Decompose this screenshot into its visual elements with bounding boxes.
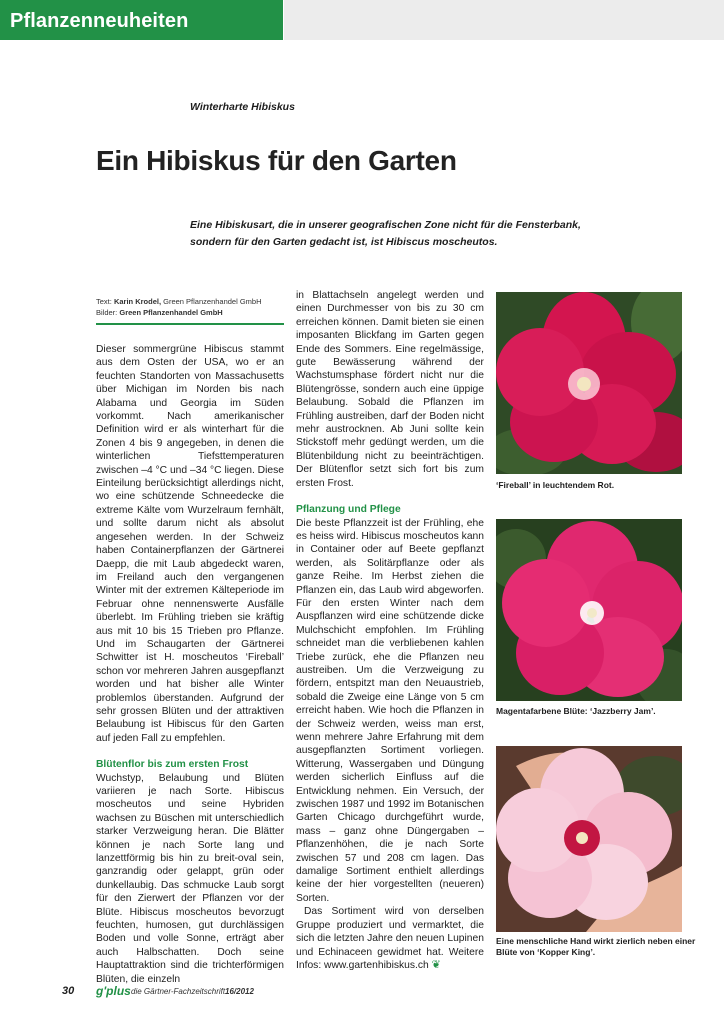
hibiscus-flower-image [496, 292, 682, 474]
credits-divider [96, 323, 284, 325]
credits-images-org: Green Pflanzenhandel GmbH [119, 308, 223, 317]
credits-text-org: Green Pflanzenhandel GmbH [163, 297, 262, 306]
paragraph-flowers: in Blattachseln angelegt werden und einen Durchmesser von bis zu 30 cm erreichen können. Damit bieten sie einen imposanten Blickfang im Garten gegen Ende des Sommers. Eine regelmässige, gute Bewässerung während der Wachstumsphase fördert nicht nur die Blütengrösse, sondern auch eine üppige Belaubung. Sobald die Pflanzen im Frühling austreiben, darf der Boden nicht mehr austrocknen. Ab Juni sollte kein Stickstoff mehr gedüngt werden, um die Blütenbildung nicht zu beeinträchtigen. Der Blütenflor setzt sich fort bis zum ersten Frost. [296, 290, 484, 489]
text-column-left [96, 343, 284, 986]
paragraph-origin: Dieser sommergrüne Hibiscus stammt aus dem Osten der USA, wo er an feuchten Standorten von Massachusetts über Michigan im Norden bis nach Alabama und Georgia im Süden vorkommt. Nach amerikanischer Definition wird er als winterhart für die Zonen 4 bis 9 angegeben, in denen die winterlichen Tiefsttemperaturen zwischen –4 °C und –34 °C liegen. Diese Einteilung berücksichtigt allerdings nicht, wo eine schützende Schneedecke die extreme Kälte vom Wurzelraum fernhält, und sollte darum nicht als absolut angesehen werden. In der Schweiz haben Containerpflanzen der Gärtnerei Daepp, die mit Laub abgedeckt waren, im Freiland auch den vergangenen Winter mit der extremen Kälteperiode im Februar ohne nennenswerte Ausfälle überlebt. Im Frühling trieben sie kräftig aus mit 10 bis 15 Trieben pro Pflanze. Und im Schaugarten der Gärtnerei Schwitter ist H. moscheutos ‘Fireball’ schon vor mehreren Jahren ausgepflanzt worden und hat bisher alle Winter problemlos überstanden. Aufgrund der sehr grossen Blüten und der attraktiven Belaubung ist Hibiscus für den Garten auf jeden Fall zu empfehlen. [96, 344, 284, 744]
credits-images-label: Bilder: [96, 308, 118, 317]
publication-logo: g'plus [96, 984, 131, 998]
paragraph-assortment: Das Sortiment wird von derselben Gruppe produziert und vermarktet, die sich die letzten Jahre den neuen Lupinen und Echinaceen gewidmet hat. Weitere Infos: www.gartenhibiskus.ch ❦ [296, 906, 484, 971]
page-number: 30 [62, 985, 75, 997]
header-band [284, 0, 724, 40]
paragraph-growth: Wuchstyp, Belaubung und Blüten variieren je nach Sorte. Hibiscus moscheutos und seine Hybriden wachsen zu Büschen mit unterschiedlich starker Verzweigung heran. Die Blätter können je nach Sorte lang und lanzettförmig bis hin zu breit-oval sein, ganzrandig oder gelappt, grün oder dunkellaubig. Das schmucke Laub sorgt für den Zierwert der Pflanzen vor der Blüte. Hibiscus moscheutos bevorzugt feuchten, humosen, gut durchlässigen Boden und volle Sonne, erträgt aber auch Halbschatten. Doch seine Hauptattraktion sind die trichterförmigen Blüten, die einzeln [96, 772, 284, 985]
credits-author: Karin Krodel, [113, 297, 162, 306]
credits [96, 296, 284, 318]
subheading-pflanzung: Pflanzung und Pflege [296, 504, 401, 516]
hibiscus-flower-image [496, 519, 682, 701]
issue-number: 16/2012 [225, 987, 254, 996]
photo-caption: ‘Fireball’ in leuchtendem Rot. [496, 480, 615, 490]
photo-fireball [496, 292, 682, 474]
publication-name: die Gärtner-Fachzeitschrift [131, 987, 226, 996]
section-title: Pflanzenneuheiten [10, 10, 189, 32]
hibiscus-flower-image [496, 746, 682, 932]
photo-jazzberry-jam [496, 519, 682, 701]
credits-text-label: Text: [96, 297, 112, 306]
photo-caption: Eine menschliche Hand wirkt zierlich neben einer Blüte von ‘Kopper King’. [496, 936, 696, 957]
subheading-bluetenflor: Blütenflor bis zum ersten Frost [96, 759, 249, 771]
article-lead: Eine Hibiskusart, die in unserer geografischen Zone nicht für die Fensterbank, sondern für den Garten gedacht ist, ist Hibiscus moscheutos. [190, 219, 581, 248]
text-column-middle [296, 289, 484, 972]
end-leaf-icon: ❦ [431, 958, 441, 971]
photo-caption: Magentafarbene Blüte: ‘Jazzberry Jam’. [496, 706, 656, 716]
photo-kopper-king [496, 746, 682, 932]
article-kicker: Winterharte Hibiskus [190, 101, 295, 113]
paragraph-planting: Die beste Pflanzzeit ist der Frühling, ehe es heiss wird. Hibiscus moscheutos kann in Container oder auf Beete gepflanzt werden, als Solitärpflanze oder als ganze Reihe. Im Herbst ziehen die Pflanzen ein, das Laub wird abgeworfen. Für den ersten Winter nach dem Auspflanzen wird eine schützende dicke Mulchschicht empfohlen. Im Frühling schneidet man die verbliebenen kahlen Triebe zurück, ehe die Pflanzen neu austreiben. Um die Verzweigung zu fördern, entspitzt man den Neuaustrieb, sobald die Zweige eine Länge von 5 cm erreicht haben. Wie hoch die Pflanzen in der Schweiz werden, weiss man erst, wenn mehrere Jahre Erfahrung mit dem ausgepflanzten Sortiment vorliegen. Witterung, Wassergaben und Düngung werden sicherlich Einfluss auf die Entwicklung nehmen. Ein Versuch, der zwischen 1987 und 1992 im Botanischen Garten Chicago durchgeführt wurde, mass – ganz ohne Düngergaben – Pflanzenhöhen, die je nach Sorte zwischen 57 und 208 cm lagen. Das damalige Sortiment enthielt allerdings keine der hier vorgestellten (neueren) Sorten. [296, 517, 484, 904]
section-header [0, 0, 283, 40]
article-title: Ein Hibiskus für den Garten [96, 145, 457, 176]
